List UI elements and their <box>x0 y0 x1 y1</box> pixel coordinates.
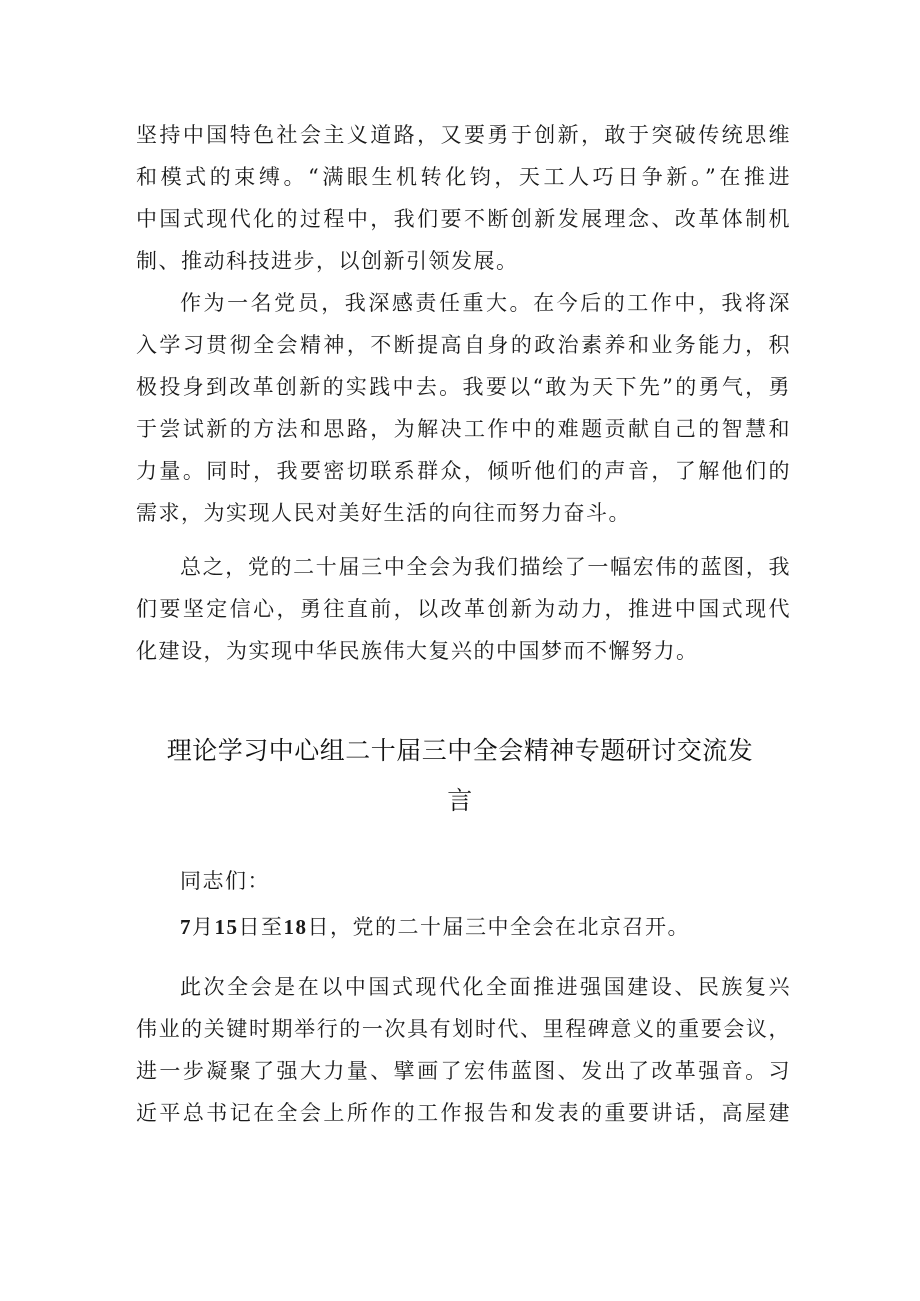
salutation-text: 同志们： <box>180 869 270 893</box>
date-paragraph <box>136 906 791 948</box>
date-text: 日，党的二十届三中全会在北京召开。 <box>307 915 690 939</box>
text-line: 入学习贯彻全会精神，不断提高自身的政治素养和业务能力，积 <box>136 333 791 357</box>
text-line: 力量。同时，我要密切联系群众，倾听他们的声音，了解他们的 <box>136 459 791 483</box>
section-title <box>0 726 920 826</box>
paragraph-conclusion <box>136 546 791 672</box>
date-text: 月 <box>192 915 215 939</box>
text-line: 作为一名党员，我深感责任重大。在今后的工作中，我将深 <box>180 291 791 315</box>
text-line: 伟业的关键时期举行的一次具有划时代、里程碑意义的重要会议， <box>136 1017 791 1041</box>
date-number: 18 <box>283 915 308 939</box>
date-line <box>136 906 791 948</box>
text-line: 们要坚定信心，勇往直前，以改革创新为动力，推进中国式现代 <box>136 597 791 621</box>
salutation <box>136 860 791 902</box>
paragraph-party-member <box>136 282 791 534</box>
text-line: 此次全会是在以中国式现代化全面推进强国建设、民族复兴 <box>180 975 791 999</box>
text-line: 于尝试新的方法和思路，为解决工作中的难题贡献自己的智慧和 <box>136 417 791 441</box>
text-line: 近平总书记在全会上所作的工作报告和发表的重要讲话，高屋建 <box>136 1101 791 1125</box>
text-line: 化建设，为实现中华民族伟大复兴的中国梦而不懈努力。 <box>136 639 699 663</box>
paragraph-plenum-significance <box>136 966 791 1134</box>
text-line: 制、推动科技进步，以创新引领发展。 <box>136 249 519 273</box>
text-line: 进一步凝聚了强大力量、擘画了宏伟蓝图、发出了改革强音。习 <box>136 1059 791 1083</box>
date-number: 7 <box>180 915 192 939</box>
text-line: 坚持中国特色社会主义道路，又要勇于创新，敢于突破传统思维 <box>136 123 791 147</box>
text-line: 极投身到改革创新的实践中去。我要以“敢为天下先”的勇气，勇 <box>136 375 791 399</box>
date-number: 15 <box>214 915 239 939</box>
text-line: 中国式现代化的过程中，我们要不断创新发展理念、改革体制机 <box>136 207 791 231</box>
text-line: 总之，党的二十届三中全会为我们描绘了一幅宏伟的蓝图，我 <box>180 555 791 579</box>
section-title-line: 理论学习中心组二十届三中全会精神专题研讨交流发 <box>166 736 754 765</box>
paragraph-innovation <box>136 114 791 282</box>
date-text: 日至 <box>238 915 284 939</box>
section-title-line: 言 <box>447 786 473 815</box>
text-line: 需求，为实现人民对美好生活的向往而努力奋斗。 <box>136 501 631 525</box>
text-line: 和模式的束缚。“满眼生机转化钧，天工人巧日争新。”在推进 <box>136 165 791 189</box>
